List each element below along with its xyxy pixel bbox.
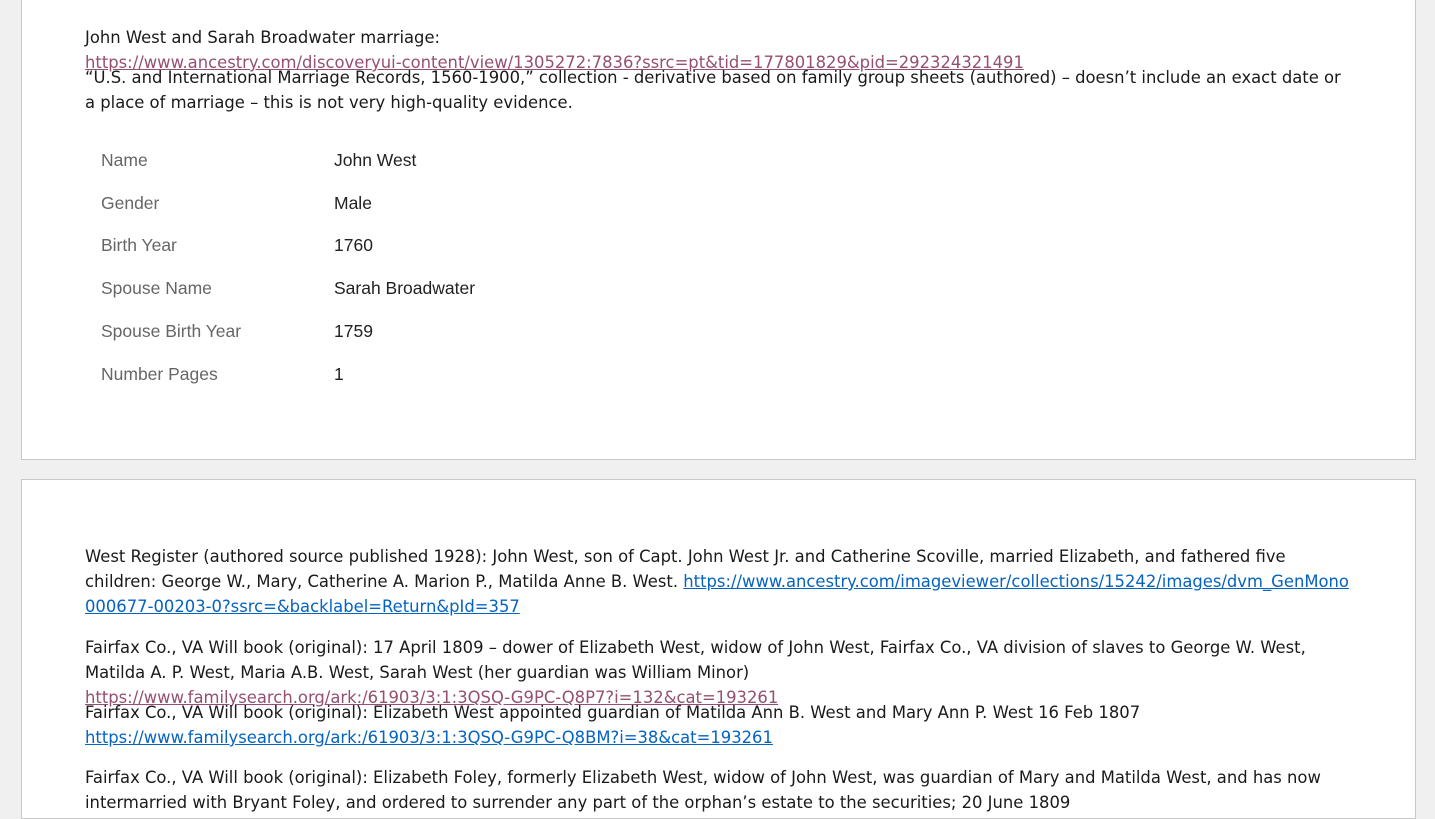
record-row: [101, 182, 475, 225]
document-page-1: [21, 0, 1416, 460]
dower-paragraph: [85, 635, 1350, 710]
dower-link[interactable]: https://www.familysearch.org/ark:/61903/3:1:3QSQ-G9PC-Q8P7?i=132&cat=193261: [85, 688, 779, 707]
record-value: Sarah Broadwater: [334, 278, 476, 299]
record-value: Male: [334, 192, 372, 213]
marriage-record-link[interactable]: https://www.ancestry.com/discoveryui-content/view/1305272:7836?ssrc=pt&tid=177801829&pid=292324321491: [85, 53, 1024, 72]
record-row: [101, 310, 475, 353]
document-page-2: [21, 479, 1416, 819]
record-label: Spouse Name: [101, 278, 212, 299]
record-row: [101, 353, 475, 396]
west-register-link[interactable]: https://www.ancestry.com/imageviewer/collections/15242/images/dvm_GenMono000677-00203-0?ssrc=&backlabel=Return&pId=357: [85, 572, 1349, 616]
record-label: Number Pages: [101, 363, 218, 384]
collection-note-paragraph: “U.S. and International Marriage Records, 1560-1900,” collection - derivative based on family group sheets (authored) – doesn’t include an exact date or a place of marriage – this is not very high-quality evidence.: [85, 68, 1341, 112]
record-label: Birth Year: [101, 235, 177, 256]
record-value: 1760: [334, 235, 373, 256]
record-row: [101, 225, 475, 268]
record-row: [101, 139, 475, 182]
record-label: Gender: [101, 192, 160, 213]
record-value: 1: [334, 363, 344, 384]
marriage-record-table: [101, 139, 475, 396]
record-label: Name: [101, 149, 148, 170]
record-label: Spouse Birth Year: [101, 321, 242, 342]
record-value: John West: [334, 149, 417, 170]
west-register-paragraph: [85, 544, 1350, 619]
record-value: 1759: [334, 321, 373, 342]
guardian-paragraph: [85, 700, 1350, 750]
guardian-text: Fairfax Co., VA Will book (original): Elizabeth West appointed guardian of Matilda Ann B. West and Mary Ann P. West 16 Feb 1807: [85, 703, 1141, 722]
guardian-link[interactable]: https://www.familysearch.org/ark:/61903/3:1:3QSQ-G9PC-Q8BM?i=38&cat=193261: [85, 728, 773, 747]
marriage-intro-text: John West and Sarah Broadwater marriage:: [85, 28, 441, 47]
west-register-text: West Register (authored source published 1928): John West, son of Capt. John West Jr. and Catherine Scoville, married Elizabeth, and fathered five children: George W., Mary, Catherine A. Marion P., Matilda Anne B. West.: [85, 547, 1286, 591]
record-row: [101, 267, 475, 310]
dower-text: Fairfax Co., VA Will book (original): 17 April 1809 – dower of Elizabeth West, widow of John West, Fairfax Co., VA division of slaves to George W. West, Matilda A. P. West, Maria A.B. West, Sarah West (her guardian was William Minor): [85, 638, 1306, 682]
foley-paragraph: Fairfax Co., VA Will book (original): Elizabeth Foley, formerly Elizabeth West, widow of John West, was guardian of Mary and Matilda West, and has now intermarried with Bryant Foley, and ordered to surrender any part of the orphan’s estate to the securities; 20 June 1809: [85, 768, 1321, 812]
